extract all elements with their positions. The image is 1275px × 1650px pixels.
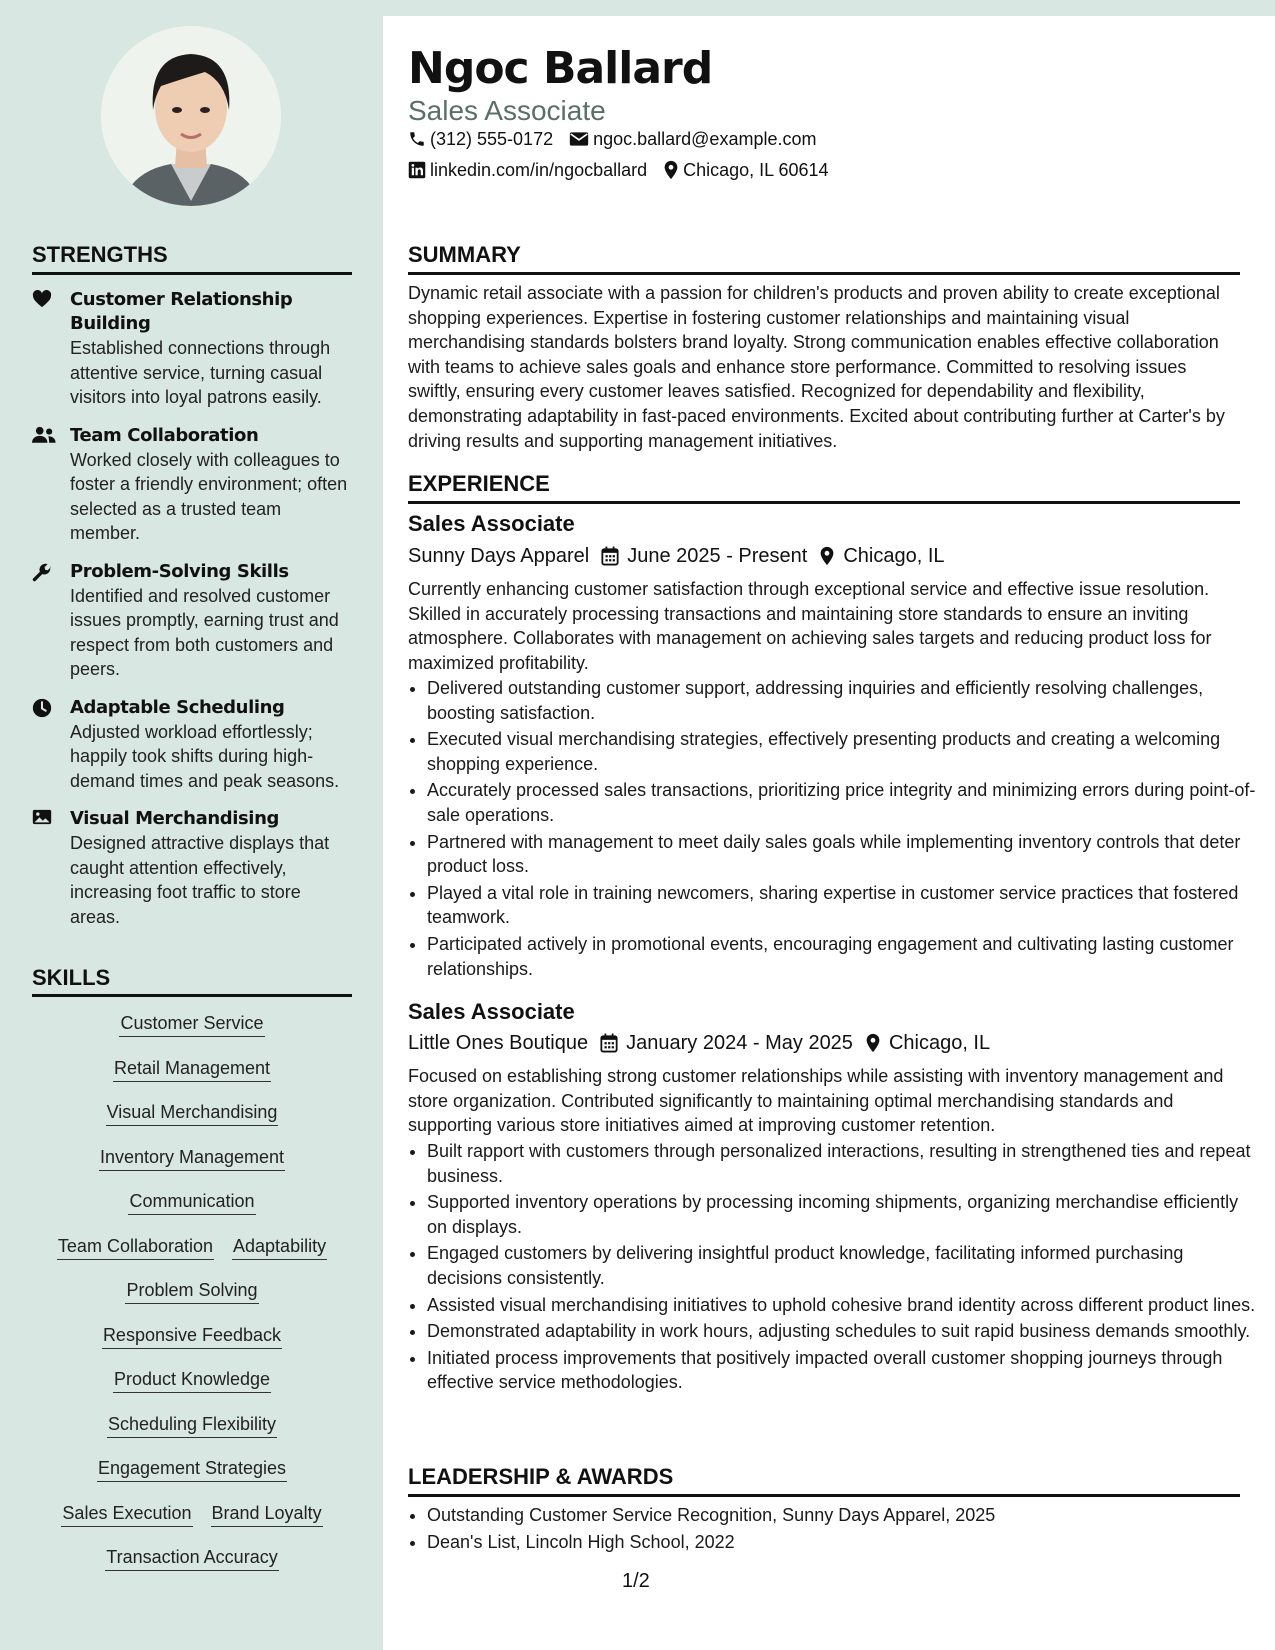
strength-desc: Identified and resolved customer issues promptly, earning trust and respect from both customers and peers. (70, 585, 339, 679)
strength-item (32, 696, 352, 794)
people-icon (32, 424, 70, 546)
strengths-list (32, 288, 352, 943)
job-location: Chicago, IL (843, 545, 945, 567)
skills-heading: SKILLS (32, 965, 111, 990)
candidate-name: Ngoc Ballard (408, 43, 713, 94)
calendar-icon (600, 1033, 618, 1053)
company-name: Sunny Days Apparel (408, 545, 590, 567)
calendar-icon (601, 546, 619, 566)
skill-tag: Responsive Feedback (102, 1324, 282, 1349)
job-location: Chicago, IL (888, 1032, 991, 1054)
location-item (663, 158, 828, 182)
list-item: • Participated actively in promotional events, encouraging engagement and cultivating lasting customer relationships. (427, 932, 1259, 981)
image-icon (32, 807, 70, 929)
job-description: Focused on establishing strong customer relationships while assisting with inventory management and store organization. Contributed significantly to maintaining optimal merchandising standards and supporting various store initiatives aimed at improving customer retention. (408, 1066, 1224, 1136)
linkedin-item (408, 158, 647, 182)
list-item: • Played a vital role in training newcomers, sharing expertise in customer service practices that fostered teamwork. (427, 881, 1259, 930)
location-text: Chicago, IL 60614 (683, 160, 829, 180)
list-item: • Delivered outstanding customer support, addressing inquiries and efficiently resolving challenges, boosting satisfaction. (427, 676, 1259, 725)
linkedin-text[interactable]: linkedin.com/in/ngocballard (430, 160, 648, 180)
skill-tag: Adaptability (232, 1235, 327, 1260)
wrench-icon (32, 560, 70, 682)
list-item: • Supported inventory operations by processing incoming shipments, organizing merchandise efficiently on displays. (427, 1190, 1259, 1239)
job-dates: June 2025 - Present (627, 545, 808, 567)
skills-list (32, 1012, 352, 1591)
list-item: • Engaged customers by delivering insightful product knowledge, facilitating informed purchasing decisions consistently. (427, 1241, 1259, 1290)
experience-heading: EXPERIENCE (408, 471, 550, 496)
awards-heading: LEADERSHIP & AWARDS (408, 1464, 674, 1489)
awards-rule (408, 1494, 1240, 1497)
job-bullets (408, 1139, 1259, 1397)
skill-tag: Inventory Management (99, 1146, 285, 1171)
skill-tag: Retail Management (113, 1057, 271, 1082)
company-name: Little Ones Boutique (408, 1032, 589, 1054)
skill-tag: Product Knowledge (113, 1368, 271, 1393)
contact-row-2 (408, 158, 829, 182)
list-item: • Assisted visual merchandising initiatives to uphold cohesive brand identity across different product lines. (427, 1293, 1259, 1318)
profile-photo (101, 26, 281, 206)
strength-desc: Designed attractive displays that caught attention effectively, increasing foot traffic to store areas. (70, 833, 330, 927)
skill-tag: Problem Solving (125, 1279, 258, 1304)
strength-item (32, 288, 352, 410)
contact-row-1 (408, 127, 816, 151)
skill-tag: Communication (128, 1190, 255, 1215)
job-bullets (408, 676, 1259, 983)
map-pin-icon (865, 1033, 881, 1053)
job-meta (408, 1030, 990, 1056)
top-band (383, 0, 1275, 16)
strength-title: Team Collaboration (70, 424, 259, 446)
strength-title: Customer Relationship Building (70, 289, 293, 334)
email-item (569, 127, 816, 151)
list-item: • Demonstrated adaptability in work hours, adjusting schedules to suit rapid business demands smoothly. (427, 1319, 1259, 1344)
phone-icon (408, 130, 426, 148)
skill-tag: Scheduling Flexibility (107, 1413, 277, 1438)
summary-text: Dynamic retail associate with a passion for children's products and proven ability to create exceptional shopping experiences. Expertise in fostering customer relationships and maintaining visual merchandising standards bolsters brand loyalty. Strong communication enables effective collaboration with teams to achieve sales goals and enhance store performance. Committed to resolving issues swiftly, ensuring every customer leaves satisfied. Recognized for dependability and flexibility, demonstrating adaptability in fast-paced environments. Excited about contributing further at Carter's by driving results and supporting management initiatives. (408, 283, 1225, 451)
awards-list (408, 1503, 1259, 1556)
skill-tag: Sales Execution (61, 1502, 192, 1527)
skill-tag: Team Collaboration (57, 1235, 214, 1260)
job-meta (408, 543, 945, 569)
list-item: • Built rapport with customers through personalized interactions, resulting in strengthened ties and repeat business. (427, 1139, 1259, 1188)
job-role: Sales Associate (408, 511, 575, 536)
list-item: • Partnered with management to meet daily sales goals while implementing inventory controls that deter product loss. (427, 830, 1259, 879)
experience-rule (408, 501, 1240, 504)
summary-heading: SUMMARY (408, 242, 521, 267)
job-role: Sales Associate (408, 999, 575, 1024)
linkedin-icon (408, 161, 426, 179)
phone-text[interactable]: (312) 555-0172 (430, 129, 554, 149)
job-dates: January 2024 - May 2025 (626, 1032, 853, 1054)
skill-tag: Engagement Strategies (97, 1457, 287, 1482)
skill-tag: Brand Loyalty (211, 1502, 323, 1527)
skill-tag: Customer Service (119, 1012, 264, 1037)
skill-tag: Visual Merchandising (106, 1101, 279, 1126)
strength-desc: Adjusted workload effortlessly; happily took shifts during high-demand times and peak seasons. (70, 721, 340, 791)
strength-title: Problem-Solving Skills (70, 560, 289, 582)
strength-desc: Established connections through attentive service, turning casual visitors into loyal patrons easily. (70, 338, 331, 407)
strength-title: Adaptable Scheduling (70, 696, 285, 718)
strength-item (32, 560, 352, 682)
list-item: • Dean's List, Lincoln High School, 2022 (427, 1530, 1259, 1555)
envelope-icon (569, 131, 589, 147)
list-item: • Initiated process improvements that positively impacted overall customer shopping journeys through effective service methodologies. (427, 1346, 1259, 1395)
candidate-title: Sales Associate (408, 95, 606, 126)
job-description: Currently enhancing customer satisfaction through exceptional service and effective issue resolution. Skilled in accurately processing transactions and maintaining store standards to ensure an inviting atmosphere. Collaborates with management on achieving sales targets and reducing product loss for maximized profitability. (408, 579, 1212, 673)
heart-icon (32, 288, 70, 410)
summary-rule (408, 272, 1240, 275)
skills-rule (32, 994, 352, 997)
strength-item (32, 424, 352, 546)
strength-title: Visual Merchandising (70, 808, 279, 829)
strength-desc: Worked closely with colleagues to foster a friendly environment; often selected as a trusted team member. (70, 449, 348, 543)
strengths-rule (32, 272, 352, 275)
strength-item (32, 807, 352, 929)
list-item: • Outstanding Customer Service Recognition, Sunny Days Apparel, 2025 (427, 1503, 1259, 1528)
page-number: 1/2 (622, 1570, 650, 1592)
strengths-heading: STRENGTHS (32, 242, 168, 267)
skill-tag: Transaction Accuracy (105, 1546, 278, 1571)
email-text[interactable]: ngoc.ballard@example.com (593, 129, 817, 149)
phone-item (408, 127, 553, 151)
list-item: • Executed visual merchandising strategies, effectively presenting products and creating a welcoming shopping experience. (427, 727, 1259, 776)
map-pin-icon (663, 160, 679, 180)
list-item: • Accurately processed sales transactions, prioritizing price integrity and minimizing errors during point-of-sale operations. (427, 778, 1259, 827)
map-pin-icon (819, 546, 835, 566)
clock-icon (32, 696, 70, 794)
